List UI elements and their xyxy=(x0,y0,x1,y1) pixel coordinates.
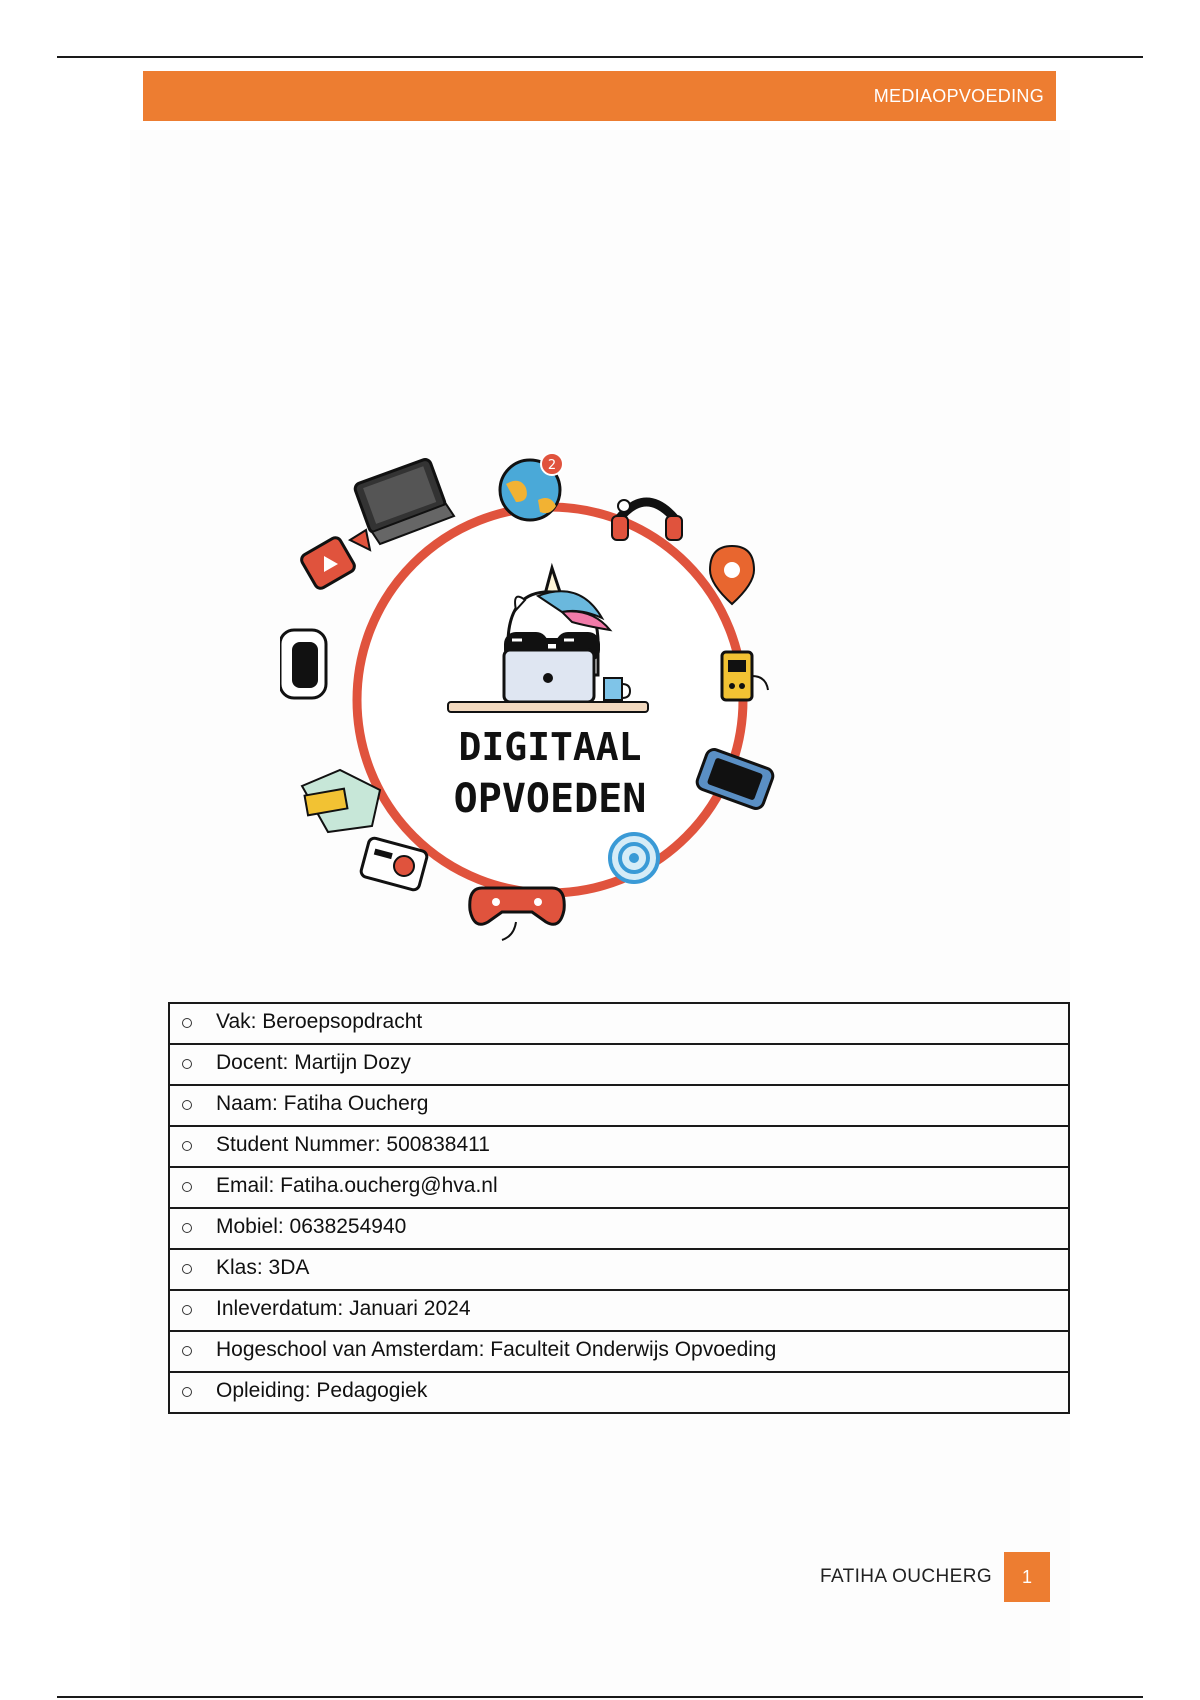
header-title: MEDIAOPVOEDING xyxy=(873,85,1044,106)
info-text: Klas: 3DA xyxy=(216,1256,310,1279)
footer xyxy=(820,1552,1050,1602)
laptop-icon xyxy=(504,650,594,702)
bullet-circle-icon xyxy=(182,1059,192,1069)
top-rule xyxy=(57,56,1143,58)
info-row xyxy=(169,1126,1069,1167)
logo-text-line2: OPVOEDEN xyxy=(453,776,647,822)
info-cell xyxy=(169,1290,1069,1331)
bullet-circle-icon xyxy=(182,1182,192,1192)
digitaal-opvoeden-logo xyxy=(280,440,820,960)
app-box-icon xyxy=(302,770,380,832)
bullet-circle-icon xyxy=(182,1305,192,1315)
info-cell xyxy=(169,1085,1069,1126)
bullet-circle-icon xyxy=(182,1387,192,1397)
page-number-badge: 1 xyxy=(1004,1552,1050,1602)
info-row xyxy=(169,1167,1069,1208)
laptop-device-icon xyxy=(354,458,454,544)
info-row xyxy=(169,1208,1069,1249)
info-cell xyxy=(169,1249,1069,1290)
info-row xyxy=(169,1044,1069,1085)
info-table xyxy=(168,1002,1070,1414)
info-row xyxy=(169,1331,1069,1372)
bullet-circle-icon xyxy=(182,1141,192,1151)
info-row xyxy=(169,1003,1069,1044)
bullet-circle-icon xyxy=(182,1346,192,1356)
globe-badge: 2 xyxy=(547,458,557,473)
info-cell xyxy=(169,1167,1069,1208)
info-cell xyxy=(169,1044,1069,1085)
footer-author: FATIHA OUCHERG xyxy=(820,1566,993,1587)
info-text: Naam: Fatiha Oucherg xyxy=(216,1092,429,1115)
video-camera-icon xyxy=(299,530,370,590)
info-text: Docent: Martijn Dozy xyxy=(216,1051,411,1074)
info-cell xyxy=(169,1126,1069,1167)
info-cell xyxy=(169,1003,1069,1044)
desk xyxy=(448,702,648,712)
qr-scan-icon xyxy=(610,834,658,882)
info-cell xyxy=(169,1208,1069,1249)
info-row xyxy=(169,1290,1069,1331)
info-cell xyxy=(169,1372,1069,1413)
info-text[interactable]: Email: Fatiha.oucherg@hva.nl xyxy=(216,1174,498,1197)
bullet-circle-icon xyxy=(182,1018,192,1028)
info-text: Opleiding: Pedagogiek xyxy=(216,1379,428,1402)
bullet-circle-icon xyxy=(182,1100,192,1110)
info-cell xyxy=(169,1331,1069,1372)
info-row xyxy=(169,1249,1069,1290)
bullet-circle-icon xyxy=(182,1223,192,1233)
info-text: Inleverdatum: Januari 2024 xyxy=(216,1297,471,1320)
header-bar xyxy=(143,71,1056,121)
logo-text-line1: DIGITAAL xyxy=(458,725,642,769)
info-text: Mobiel: 0638254940 xyxy=(216,1215,407,1238)
info-row xyxy=(169,1085,1069,1126)
globe-icon xyxy=(500,453,563,520)
game-device-icon xyxy=(722,652,768,700)
info-text: Student Nummer: 500838411 xyxy=(216,1133,490,1156)
info-text: Hogeschool van Amsterdam: Faculteit Onderwijs Opvoeding xyxy=(216,1338,777,1361)
info-text: Vak: Beroepsopdracht xyxy=(216,1010,423,1033)
bottom-rule xyxy=(57,1696,1143,1698)
info-row xyxy=(169,1372,1069,1413)
bullet-circle-icon xyxy=(182,1264,192,1274)
vr-headset-icon xyxy=(280,630,326,698)
gamepad-icon xyxy=(470,888,565,940)
